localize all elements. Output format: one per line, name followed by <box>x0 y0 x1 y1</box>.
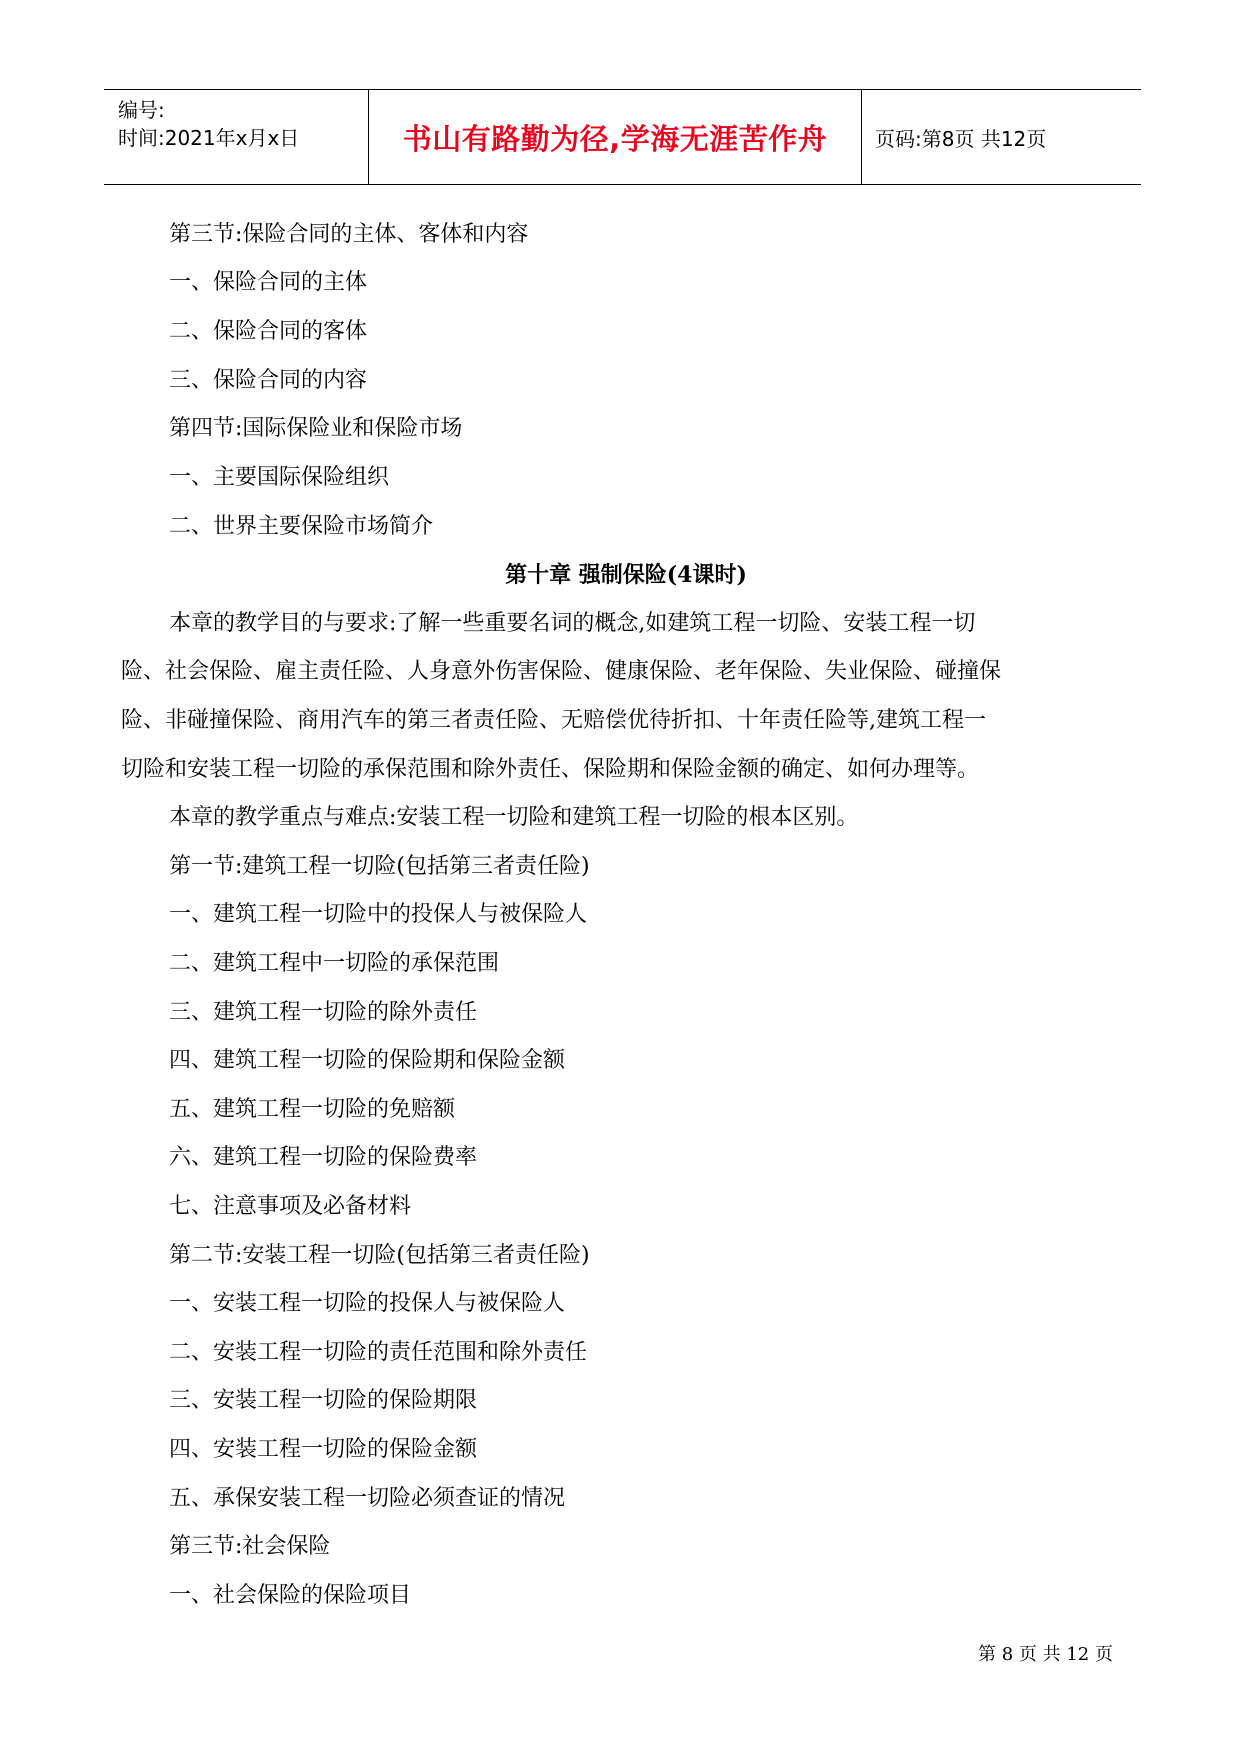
list-item: 二、保险合同的客体 <box>169 319 368 344</box>
objectives-paragraph-line: 险、非碰撞保险、商用汽车的第三者责任险、无赔偿优待折扣、十年责任险等,建筑工程一 <box>121 708 986 733</box>
header-motto-cell <box>368 90 862 184</box>
section-heading: 第三节:保险合同的主体、客体和内容 <box>169 222 529 247</box>
list-item: 一、主要国际保险组织 <box>169 465 390 490</box>
list-item: 二、安装工程一切险的责任范围和除外责任 <box>169 1340 588 1365</box>
list-item: 一、建筑工程一切险中的投保人与被保险人 <box>169 902 588 927</box>
page-header <box>104 89 1141 185</box>
section-heading: 第二节:安装工程一切险(包括第三者责任险) <box>169 1243 590 1268</box>
list-item: 五、承保安装工程一切险必须查证的情况 <box>169 1486 566 1511</box>
list-item: 三、保险合同的内容 <box>169 368 368 393</box>
key-points-line: 本章的教学重点与难点:安装工程一切险和建筑工程一切险的根本区别。 <box>169 805 859 830</box>
list-item: 六、建筑工程一切险的保险费率 <box>169 1145 478 1170</box>
header-meta-cell <box>104 90 368 184</box>
objectives-paragraph-line: 切险和安装工程一切险的承保范围和除外责任、保险期和保险金额的确定、如何办理等。 <box>121 757 980 782</box>
list-item: 五、建筑工程一切险的免赔额 <box>169 1097 456 1122</box>
list-item: 二、建筑工程中一切险的承保范围 <box>169 951 500 976</box>
document-time-label: 时间:2021年x月x日 <box>118 126 300 150</box>
list-item: 二、世界主要保险市场简介 <box>169 514 434 539</box>
list-item: 一、保险合同的主体 <box>169 270 368 295</box>
list-item: 三、安装工程一切险的保险期限 <box>169 1388 478 1413</box>
list-item: 三、建筑工程一切险的除外责任 <box>169 1000 478 1025</box>
list-item: 一、安装工程一切险的投保人与被保险人 <box>169 1291 566 1316</box>
chapter-title: 第十章 强制保险(4课时) <box>505 562 747 588</box>
section-heading: 第四节:国际保险业和保险市场 <box>169 416 463 441</box>
section-heading: 第三节:社会保险 <box>169 1534 331 1559</box>
page-footer: 第 8 页 共 12 页 <box>978 1644 1113 1665</box>
list-item: 四、建筑工程一切险的保险期和保险金额 <box>169 1048 566 1073</box>
header-page-info: 页码:第8页 共12页 <box>875 127 1047 151</box>
objectives-paragraph-line: 本章的教学目的与要求:了解一些重要名词的概念,如建筑工程一切险、安装工程一切 <box>169 611 976 636</box>
document-number-label: 编号: <box>118 98 165 122</box>
motto-text: 书山有路勤为径,学海无涯苦作舟 <box>402 122 828 156</box>
section-heading: 第一节:建筑工程一切险(包括第三者责任险) <box>169 854 590 879</box>
list-item: 七、注意事项及必备材料 <box>169 1194 412 1219</box>
header-page-cell <box>861 90 1141 184</box>
objectives-paragraph-line: 险、社会保险、雇主责任险、人身意外伤害保险、健康保险、老年保险、失业保险、碰撞保 <box>121 659 1002 684</box>
list-item: 四、安装工程一切险的保险金额 <box>169 1437 478 1462</box>
list-item: 一、社会保险的保险项目 <box>169 1583 412 1608</box>
